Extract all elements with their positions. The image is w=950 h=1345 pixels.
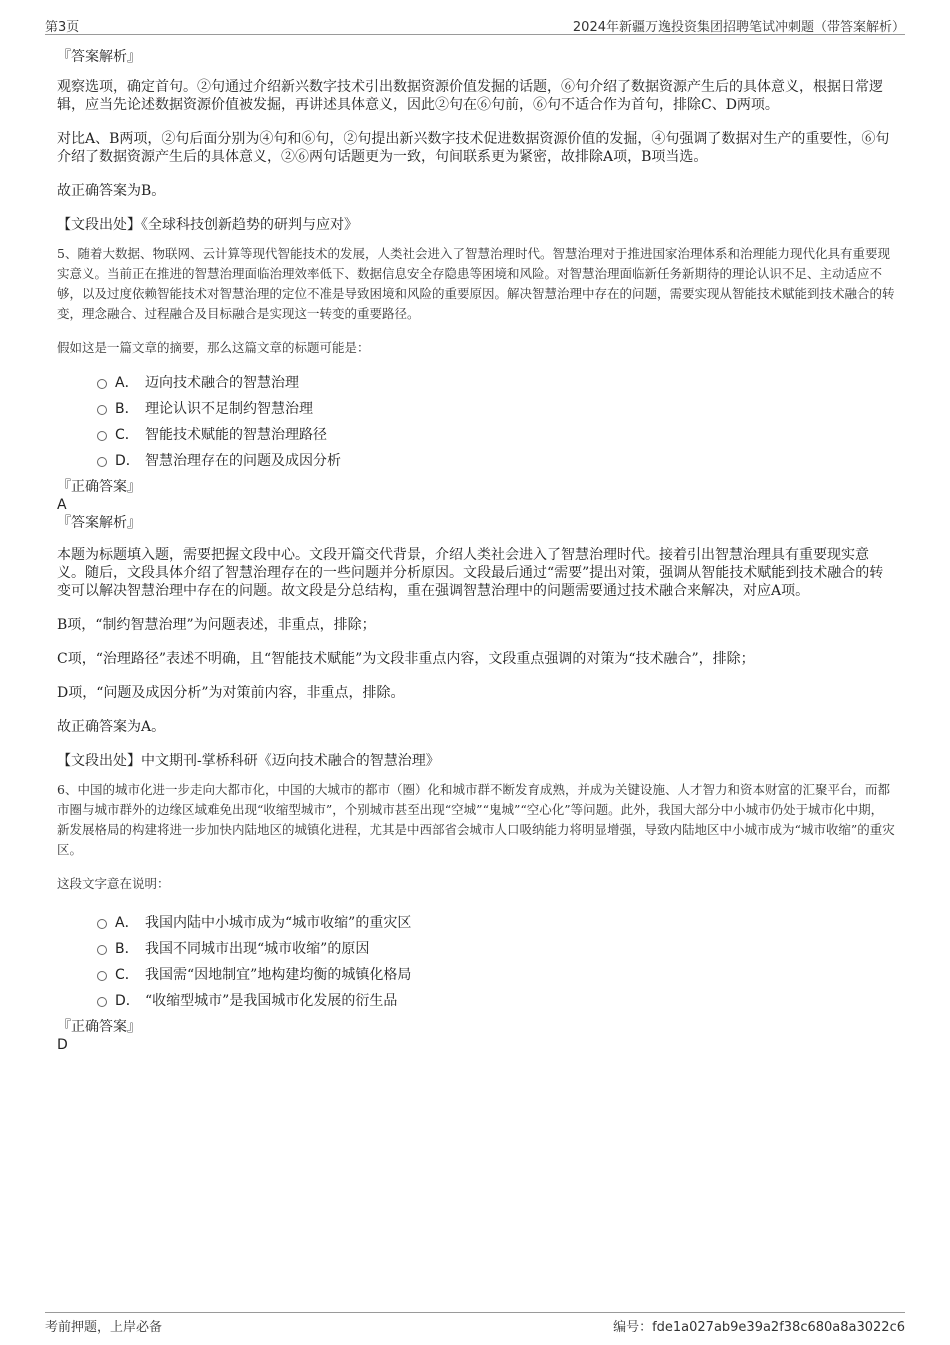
options-list [57, 910, 895, 1014]
correct-answer-label: 『正确答案』 [57, 1019, 141, 1035]
radio-icon[interactable] [97, 457, 107, 467]
question-prompt: 假如这是一篇文章的摘要，那么这篇文章的标题可能是： [57, 340, 370, 355]
document-title: 2024年新疆万逸投资集团招聘笔试冲刺题（带答案解析） [572, 20, 905, 35]
analysis-paragraph: C项，“治理路径”表述不明确，且“智能技术赋能”为文段非重点内容，文段重点强调的对策为“技术融合”，排除； [57, 651, 755, 667]
option-b[interactable]: B． 理论认识不足制约智慧治理 [57, 396, 895, 422]
correct-answer-label: 『正确答案』 [57, 479, 141, 495]
radio-icon[interactable] [97, 971, 107, 981]
page-header [45, 14, 905, 35]
option-c[interactable]: C． 我国需“因地制宜”地构建均衡的城镇化格局 [57, 962, 895, 988]
page-number: 第3页 [45, 20, 80, 35]
document-id: 编号：fde1a027ab9e39a2f38c680a8a3022c6 [613, 1320, 905, 1335]
source-citation: 【文段出处】中文期刊-掌桥科研《迈向技术融合的智慧治理》 [57, 753, 440, 769]
source-citation: 【文段出处】《全球科技创新趋势的研判与应对》 [57, 217, 358, 233]
option-d[interactable]: D． “收缩型城市”是我国城市化发展的衍生品 [57, 988, 895, 1014]
page-content [57, 48, 895, 1054]
correct-answer: D [57, 1037, 68, 1053]
page-footer [45, 1312, 905, 1335]
radio-icon[interactable] [97, 919, 107, 929]
option-b[interactable]: B． 我国不同城市出现“城市收缩”的原因 [57, 936, 895, 962]
radio-icon[interactable] [97, 379, 107, 389]
radio-icon[interactable] [97, 945, 107, 955]
question-stem: 5、随着大数据、物联网、云计算等现代智能技术的发展，人类社会进入了智慧治理时代。智慧治理对于推进国家治理体系和治理能力现代化具有重要现实意义。当前正在推进的智慧治理面临治理效率低下、数据信息安全存隐患等困境和风险。对智慧治理面临新任务新期待的理论认识不足、主动适应不够，以及过度依赖智能技术对智慧治理的定位不准是导致困境和风险的重要原因。解决智慧治理中存在的问题，需要实现从智能技术赋能到技术融合的转变，理念融合、过程融合及目标融合是实现这一转变的重要路径。 [57, 246, 895, 321]
radio-icon[interactable] [97, 431, 107, 441]
option-a[interactable]: A． 迈向技术融合的智慧治理 [57, 370, 895, 396]
footer-slogan: 考前押题，上岸必备 [45, 1320, 163, 1335]
analysis-conclusion: 故正确答案为A。 [57, 719, 166, 735]
radio-icon[interactable] [97, 997, 107, 1007]
analysis-label: 『答案解析』 [57, 515, 141, 531]
analysis-paragraph: B项，“制约智慧治理”为问题表述，非重点，排除； [57, 617, 376, 633]
analysis-paragraph: 对比A、B两项，②句后面分别为④句和⑥句，②句提出新兴数字技术促进数据资源价值的发掘，④句强调了数据对生产的重要性，⑥句介绍了数据资源产生后的具体意义，②⑥两句话题更为一致，句间联系更为紧密，故排除A项，B项当选。 [57, 131, 890, 165]
question-prompt: 这段文字意在说明： [57, 876, 170, 891]
analysis-paragraph: 本题为标题填入题，需要把握文段中心。文段开篇交代背景，介绍人类社会进入了智慧治理时代。接着引出智慧治理具有重要现实意义。随后，文段具体介绍了智慧治理存在的一些问题并分析原因。文段最后通过“需要”提出对策，强调从智能技术赋能到技术融合的转变可以解决智慧治理中存在的问题。故文段是分总结构，重在强调智慧治理中的问题需要通过技术融合来解决，对应A项。 [57, 547, 884, 599]
option-a[interactable]: A． 我国内陆中小城市成为“城市收缩”的重灾区 [57, 910, 895, 936]
question-stem: 6、中国的城市化进一步走向大都市化，中国的大城市的都市（圈）化和城市群不断发育成熟，并成为关键设施、人才智力和资本财富的汇聚平台，而都市圈与城市群外的边缘区域难免出现“收缩型城市”，个别城市甚至出现“空城”“鬼城”“空心化”等问题。此外，我国大部分中小城市仍处于城市化中期，新发展格局的构建将进一步加快内陆地区的城镇化进程，尤其是中西部省会城市人口吸纳能力将明显增强，导致内陆地区中小城市成为“城市收缩”的重灾区。 [57, 782, 895, 857]
analysis-paragraph: D项，“问题及成因分析”为对策前内容，非重点，排除。 [57, 685, 405, 701]
correct-answer: A [57, 497, 67, 513]
analysis-label: 『答案解析』 [57, 49, 141, 65]
analysis-conclusion: 故正确答案为B。 [57, 183, 166, 199]
radio-icon[interactable] [97, 405, 107, 415]
option-d[interactable]: D． 智慧治理存在的问题及成因分析 [57, 448, 895, 474]
analysis-paragraph: 观察选项，确定首句。②句通过介绍新兴数字技术引出数据资源价值发掘的话题，⑥句介绍了数据资源产生后的具体意义，根据日常逻辑，应当先论述数据资源价值被发掘，再讲述具体意义，因此②句在⑥句前，⑥句不适合作为首句，排除C、D两项。 [57, 79, 883, 113]
options-list [57, 370, 895, 474]
option-c[interactable]: C． 智能技术赋能的智慧治理路径 [57, 422, 895, 448]
